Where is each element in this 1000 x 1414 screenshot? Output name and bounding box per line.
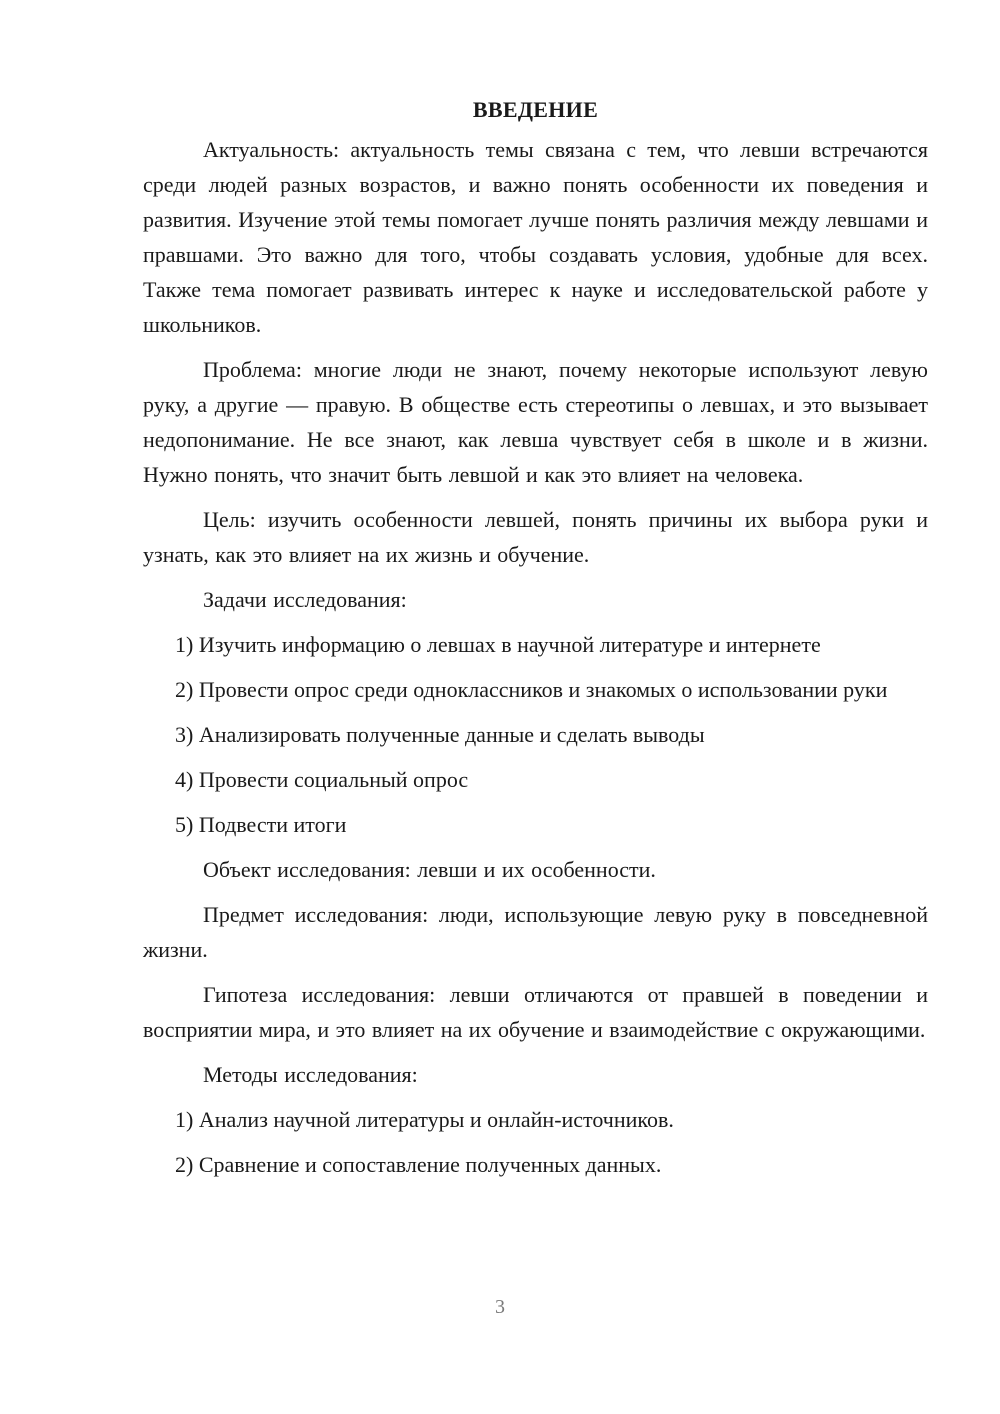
section-heading: ВВЕДЕНИЕ: [472, 97, 599, 122]
problem-paragraph: Проблема: многие люди не знают, почему некоторые используют левую руку, а другие — правую. В обществе есть стереотипы о левшах, и это вызывает недопонимание. Не все знают, как левша чувствует себя в школе и в жизни. Нужно понять, что значит быть левшой и как это влияет на человека.: [143, 357, 928, 487]
list-item: 1) Изучить информацию о левшах в научной литературе и интернете: [175, 632, 821, 657]
page-number: 3: [495, 1296, 505, 1318]
goal-paragraph: Цель: изучить особенности левшей, понять причины их выбора руки и узнать, как это влияет на их жизнь и обучение.: [143, 507, 928, 567]
hypothesis-paragraph: Гипотеза исследования: левши отличаются от правшей в поведении и восприятии мира, и это влияет на их обучение и взаимодействие с окружающими.: [143, 982, 928, 1042]
list-item: 3) Анализировать полученные данные и сделать выводы: [175, 722, 705, 747]
object-paragraph: Объект исследования: левши и их особенности.: [203, 857, 656, 882]
list-item: 1) Анализ научной литературы и онлайн-источников.: [175, 1107, 674, 1132]
methods-list: [143, 1102, 928, 1182]
subject-paragraph: Предмет исследования: люди, использующие левую руку в повседневной жизни.: [143, 902, 928, 962]
list-item: 2) Провести опрос среди одноклассников и знакомых о использовании руки: [175, 677, 888, 702]
tasks-title: Задачи исследования:: [203, 587, 407, 612]
list-item: 4) Провести социальный опрос: [175, 767, 469, 792]
methods-title: Методы исследования:: [203, 1062, 418, 1087]
tasks-list: [143, 627, 928, 842]
list-item: 5) Подвести итоги: [175, 812, 347, 837]
relevance-paragraph: Актуальность: актуальность темы связана с тем, что левши встречаются среди людей разных возрастов, и важно понять особенности их поведения и развития. Изучение этой темы помогает лучше понять различия между левшами и правшами. Это важно для того, чтобы создавать условия, удобные для всех. Также тема помогает развивать интерес к науке и исследовательской работе у школьников.: [143, 137, 928, 337]
list-item: 2) Сравнение и сопоставление полученных данных.: [175, 1152, 662, 1177]
page-content: [143, 92, 928, 1192]
